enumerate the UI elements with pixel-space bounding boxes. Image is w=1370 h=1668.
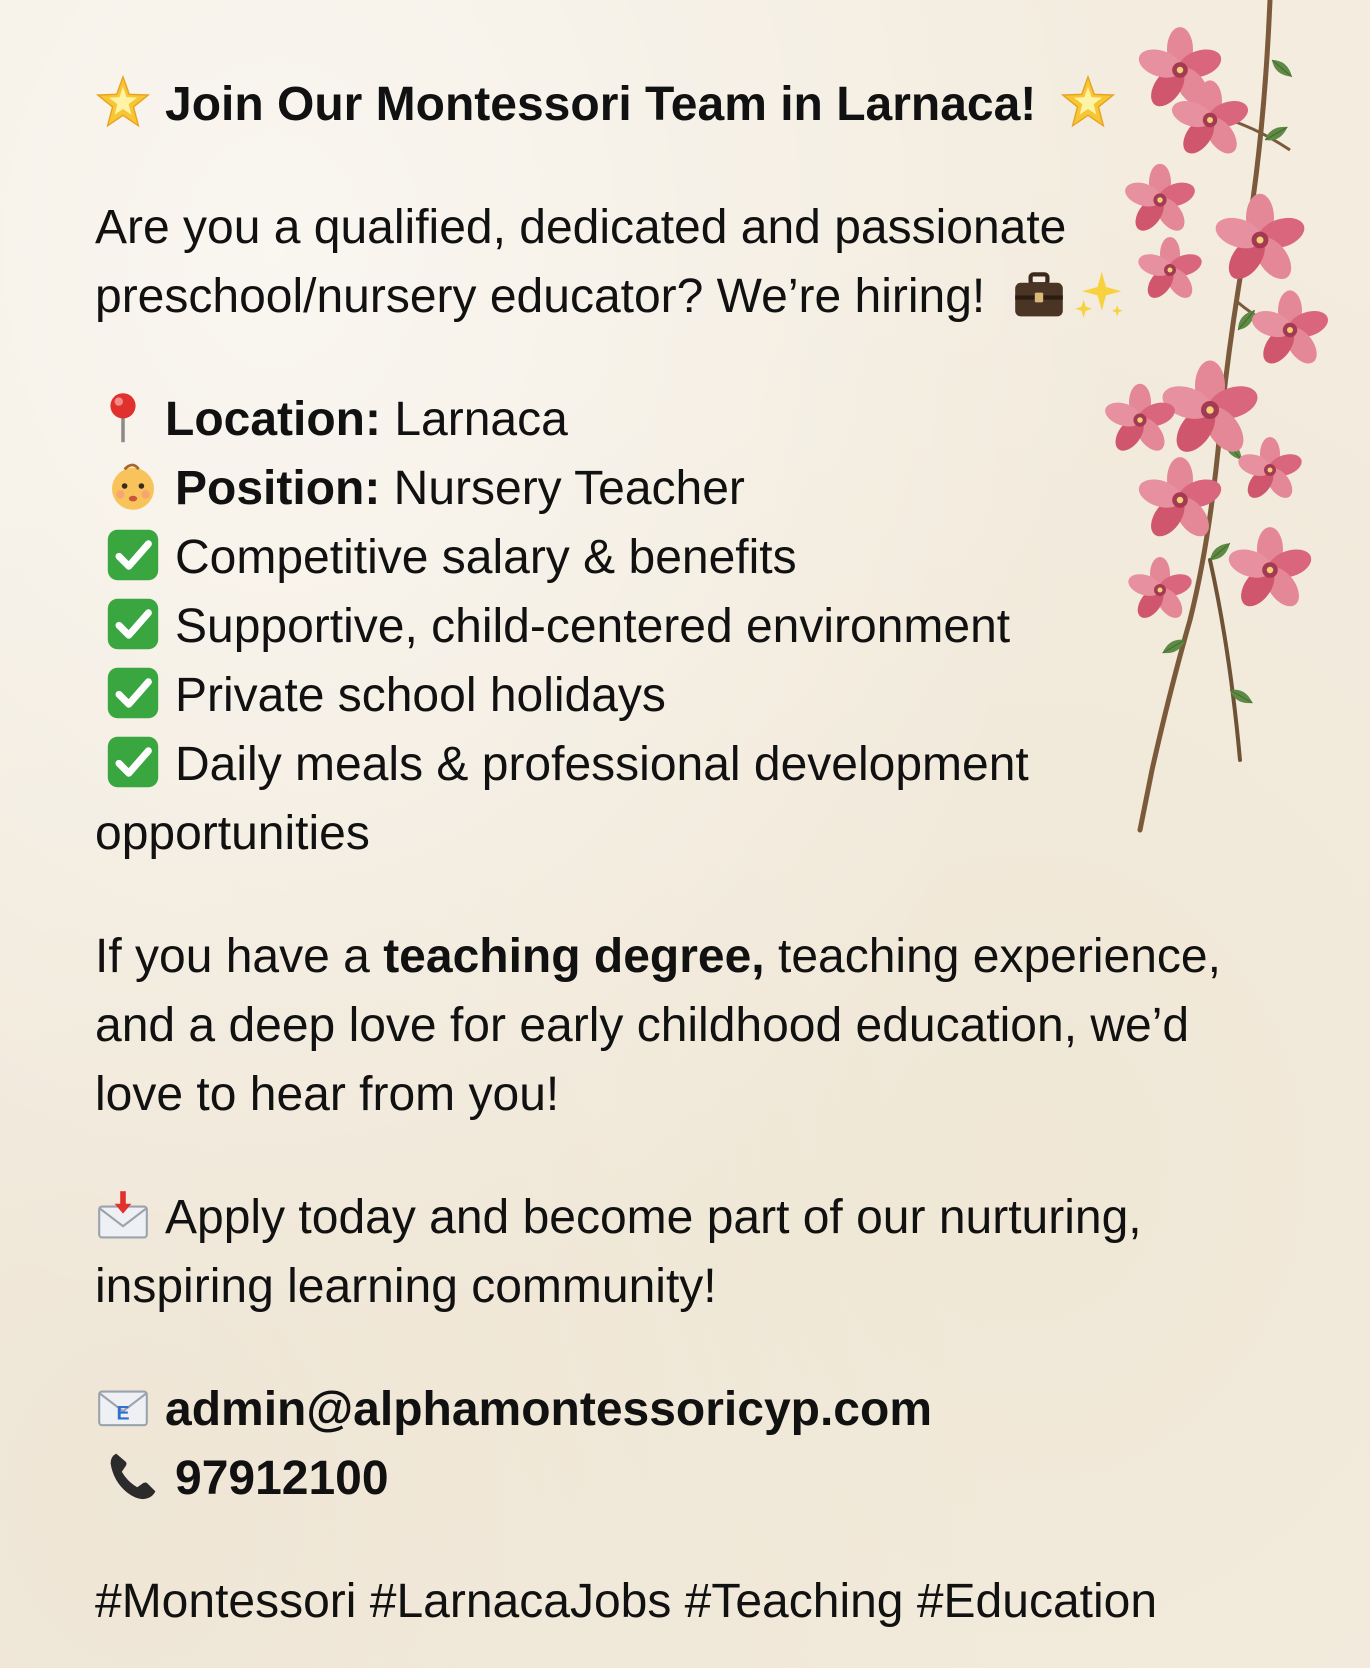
phone-line <box>105 1444 1295 1513</box>
requirements-bold: teaching degree, <box>383 930 765 983</box>
check-mark-button-icon <box>105 665 161 721</box>
benefit-text: Private school holidays <box>175 669 666 722</box>
requirements-line-1 <box>95 922 1295 991</box>
email-address[interactable]: admin@alphamontessoricyp.com <box>165 1383 932 1436</box>
hashtags: #Montessori #LarnacaJobs #Teaching #Education <box>95 1575 1158 1628</box>
intro-line-2-text: preschool/nursery educator? We’re hiring! <box>95 270 986 323</box>
benefit-text: Supportive, child-centered environment <box>175 600 1011 653</box>
phone-number[interactable]: 97912100 <box>175 1452 389 1505</box>
requirements-line-3: love to hear from you! <box>95 1068 560 1121</box>
check-mark-button-icon <box>105 596 161 652</box>
blossom-branch-decoration <box>1060 0 1360 860</box>
requirements-prefix: If you have a <box>95 930 384 983</box>
benefit-continuation: opportunities <box>95 807 370 860</box>
telephone-receiver-icon <box>105 1448 161 1504</box>
apply-line-1 <box>95 1183 1295 1252</box>
intro-line-1: Are you a qualified, dedicated and passionate <box>95 201 1067 254</box>
page-title: Join Our Montessori Team in Larnaca! <box>165 78 1037 131</box>
round-pushpin-icon <box>95 389 151 445</box>
envelope-with-arrow-icon <box>95 1187 151 1243</box>
email-line <box>95 1375 1295 1444</box>
requirements-suffix: teaching experience, <box>764 930 1221 983</box>
check-mark-button-icon <box>105 734 161 790</box>
position-label: Position: <box>175 462 381 515</box>
check-mark-button-icon <box>105 527 161 583</box>
position-value: Nursery Teacher <box>393 462 745 515</box>
glowing-star-icon <box>95 74 151 130</box>
svg-text:E: E <box>116 1402 130 1425</box>
benefit-text: Daily meals & professional development <box>175 738 1029 791</box>
baby-icon <box>105 458 161 514</box>
e-mail-icon <box>95 1379 151 1435</box>
location-label: Location: <box>165 393 381 446</box>
location-value: Larnaca <box>394 393 568 446</box>
requirements-line-2: and a deep love for early childhood education, we’d <box>95 999 1190 1052</box>
apply-text-1: Apply today and become part of our nurturing, <box>165 1191 1142 1244</box>
briefcase-icon <box>1011 266 1067 322</box>
apply-line-2: inspiring learning community! <box>95 1260 717 1313</box>
benefit-text: Competitive salary & benefits <box>175 531 797 584</box>
